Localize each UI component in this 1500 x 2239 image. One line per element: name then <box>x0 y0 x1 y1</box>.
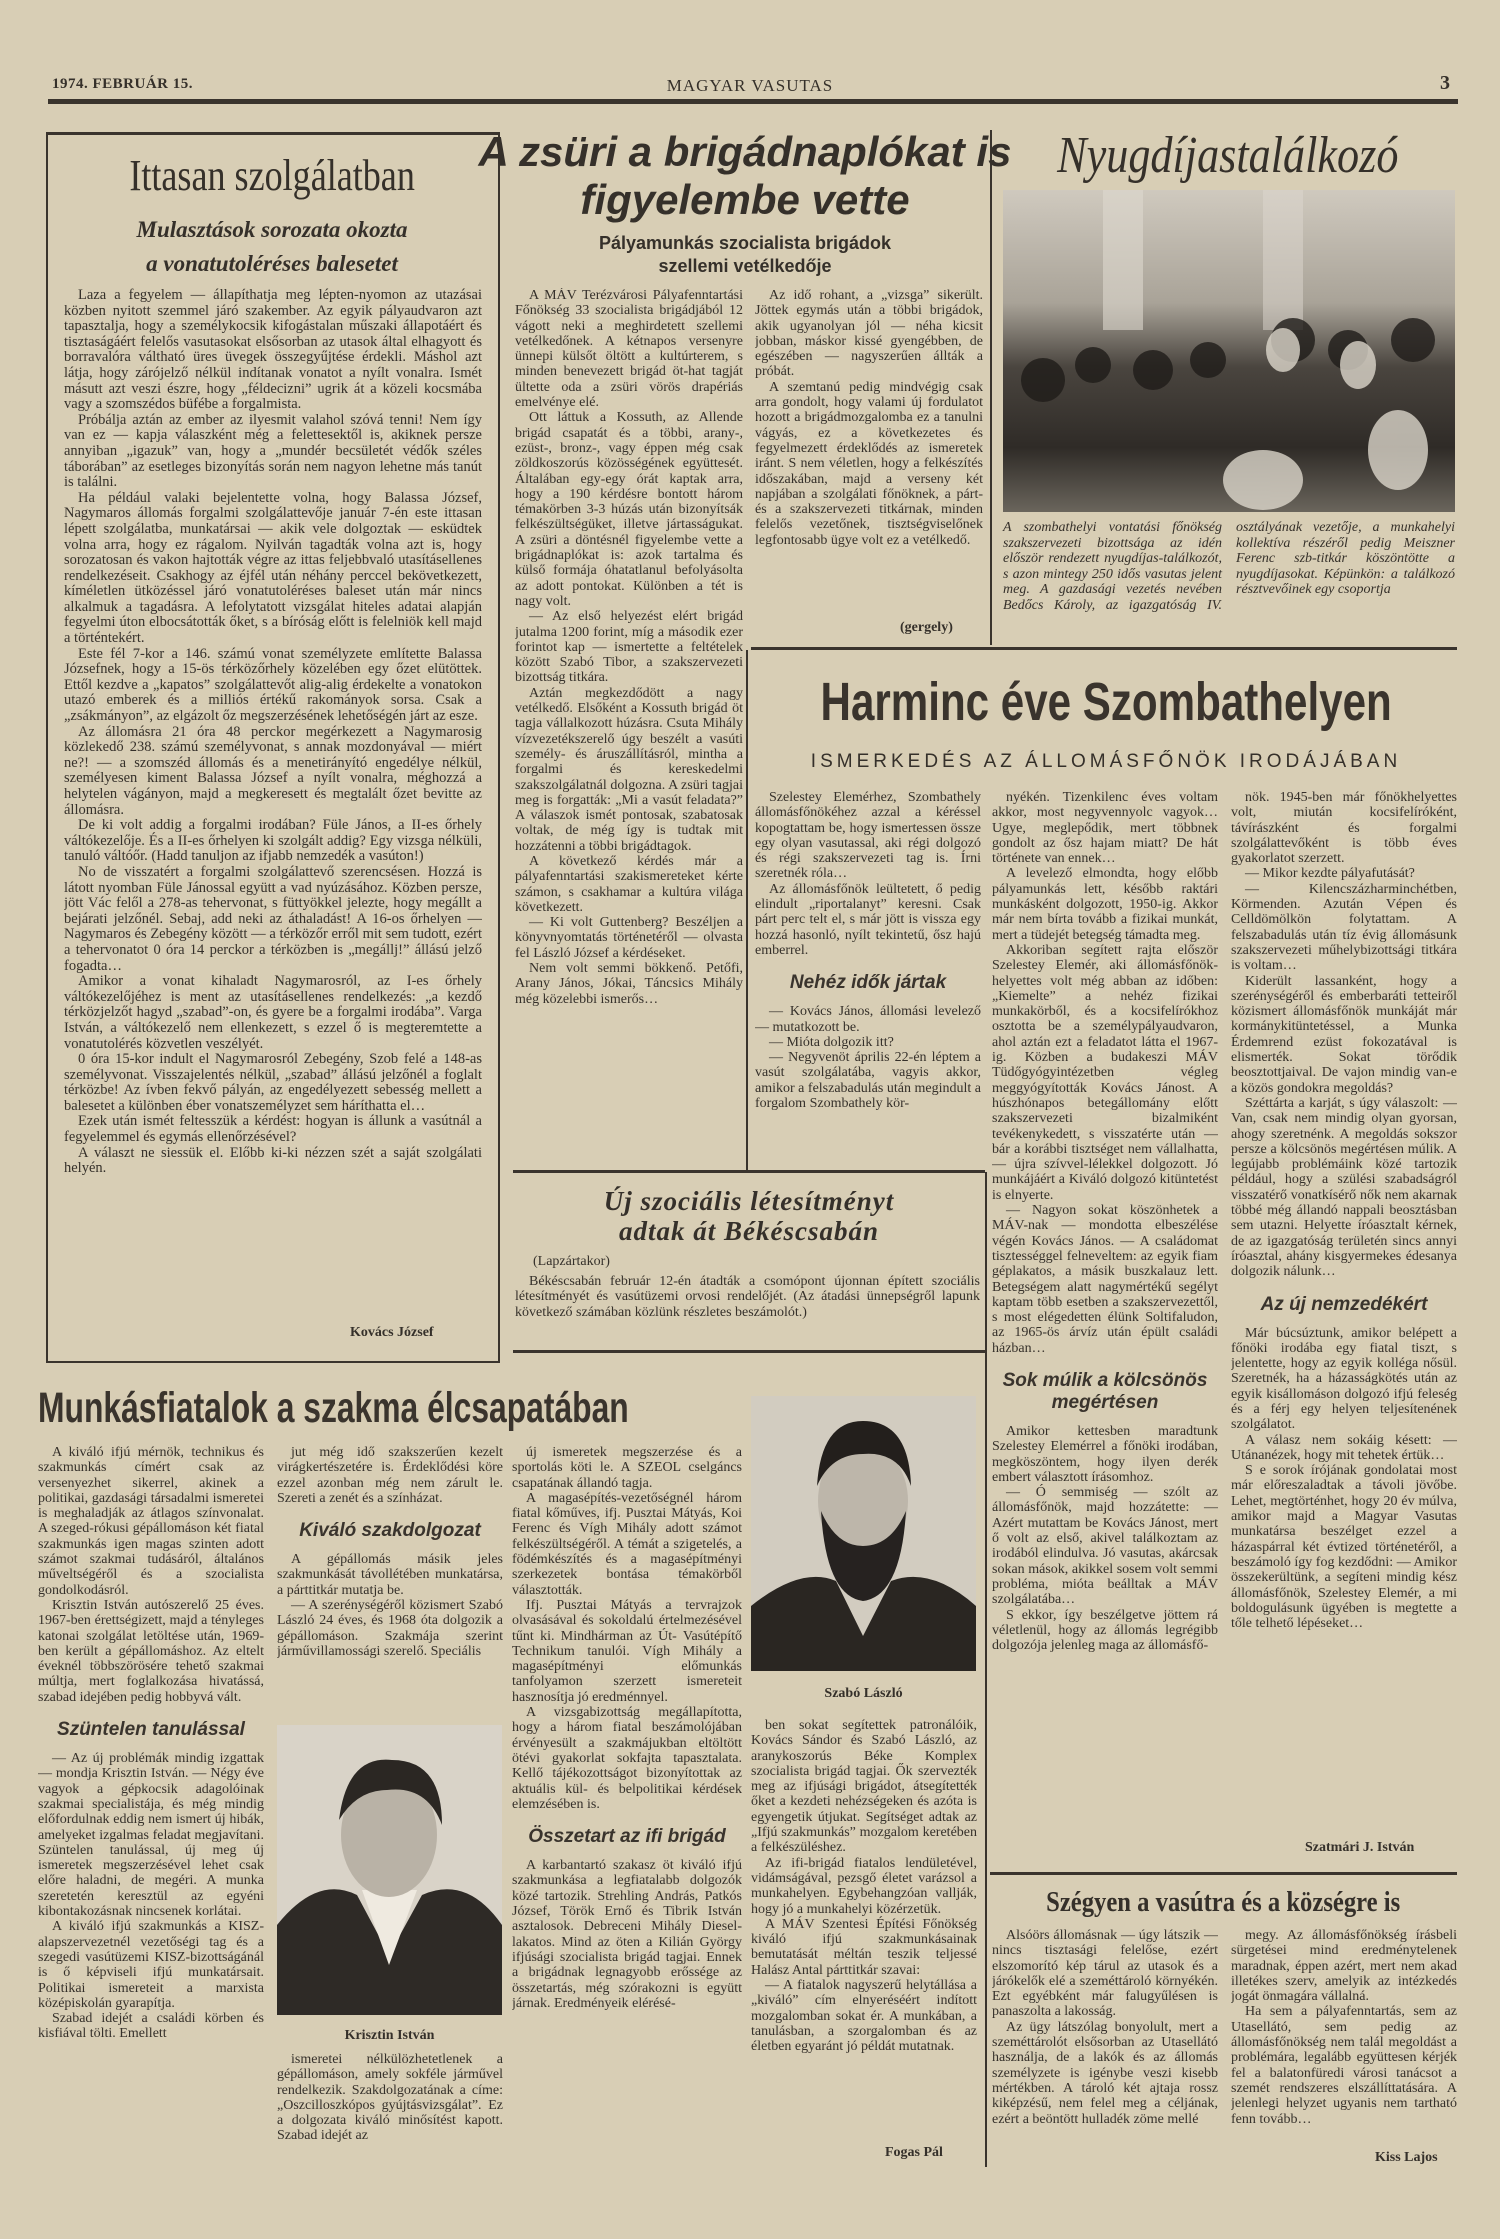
article-body-szegyen-col1 <box>992 1928 1218 2168</box>
paragraph: Az ügy látszólag bonyolult, mert a szeméttárolót elsősorban az Utasellátó használja, de a lakók és az állomás személyzete is igénybe veszi kisebb mértékben. A tároló két ajtaja rossz kiképzésű, nem felel meg a céljának, ezért a beöntött hulladék zöme mellé <box>992 2019 1218 2127</box>
paragraph: Alsóörs állomásnak — úgy látszik — nincs tisztasági felelőse, ezért elszomorító kép tárul az utasok és a járókelők elé a szeméttároló környékén. Ezt egyébként már falugyűlésen is panaszolta a lakosság. <box>992 1928 1218 2020</box>
article-lead: (Lapzártakor) <box>533 1254 610 1269</box>
photo-caption: Krisztin István <box>344 2028 435 2043</box>
paragraph: — Mikor kezdte pályafutását? <box>1245 866 1415 882</box>
page-number: 3 <box>1440 72 1451 94</box>
paragraph: Krisztin István autószerelő 25 éves. 1967-ben érettségizett, majd a tényleges katonai szolgálat letöltése után, 1969-ben került a gépállomáshoz. Az eltelt éveknél többszörösére tehető szakmai múltja, mert foglalkozása hivatássá, szabad idejében pedig hobbyvá vált. <box>38 1597 264 1705</box>
paragraph: Ha például valaki bejelentette volna, hogy Balassa József, Nagymaros állomás forgalmi szolgálattevője január 7-én este ittasan lépett szolgálatba, munkatársai — akik vele dolgoztak — esküdtek volna arra, hogy ez rágalom. Nyilván tagadták volna azt is, hogy sorozatosan és vakon hajtották végre az ittas feljebbvaló utasításellenes rendelkezéseit. Csakhogy az éjfél után néhány perccel bekövetkezett, kíméletlen ütközéssel járó vonatutoléréses baleset után már nincs alkalmuk a tagadásra. A lefolytatott vizsgálat hiteles adatai alapján fegyelmi úton elbocsátották őket, s a bíróság előtt is felelniök kell majd a történtekért. <box>64 489 482 647</box>
section-rule <box>513 1170 985 1173</box>
paragraph: Kiderült lassanként, hogy a szerénységéről és emberbaráti tetteiről közismert állomásfőnök munkáját már kormánykitüntetéssel, a Munka Érdemrend ezüst fokozatával is elismerték. Sokat törődik beosztottjaival. De vajon mindig van-e a közös gondokra megoldás? <box>1231 973 1457 1096</box>
paragraph: Az idő rohant, a „vizsga” sikerült. Jöttek egymás után a többi brigádok, akik ugyanolyan jól — néha kicsit jobban, máskor kissé gyengébben, de egészében — nagyszerűen állták a próbát. <box>755 288 983 380</box>
subtitle-line: szellemi vetélkedője <box>658 256 832 276</box>
paragraph: — Kovács János, állomási levelező — mutatkozott be. <box>755 1004 981 1035</box>
section-rule <box>513 1350 985 1353</box>
paragraph: A kiváló ifjú mérnök, technikus és szakmunkás címért csak az versenyezhet sikerrel, akinek a politikai, gazdasági társadalmi ismeretei is meghaladják az átlagos színvonalat. A szeged-rókusi gépállomáson két fiatal szakmunkás igen magas szinten adott számot szakmai tudásáról, általános műveltségéről és a szocialista gondolkodásról. <box>38 1445 264 1598</box>
article-body-munkas-col4 <box>751 1718 977 2138</box>
paragraph: — Mióta dolgozik itt? <box>769 1034 894 1050</box>
byline: Kiss Lajos <box>1375 2150 1438 2165</box>
paragraph: Az állomásfőnök leültetett, ő pedig elindult „riportalanyt” keresni. Csak párt perc telt el, s már jött is vissza egy hozzá hasonló, nyílt tekintetű, ősz hajú emberrel. <box>755 881 981 958</box>
paragraph: A következő kérdés már a pályafenntartási szakismereteket kérte számon, s csakhamar a kultúra világa következett. <box>515 853 743 915</box>
paragraph: A gépállomás másik jeles szakmunkását távollétében munkatársa, a párttitkár mutatja be. <box>277 1552 503 1598</box>
subtitle-line: a vonatutoléréses balesetet <box>146 251 398 276</box>
article-subtitle: ISMERKEDÉS AZ ÁLLOMÁSFŐNÖK IRODÁJÁBAN <box>810 751 1402 772</box>
title-line: adtak át Békéscsabán <box>619 1216 879 1246</box>
paragraph: Ott láttuk a Kossuth, az Allende brigád csapatát és a többi, arany-, ezüst-, bronz-, vagy éppen még csak zöldkoszorús közösségének együttesét. Általában egy-egy órát kaptak arra, hogy a 190 kérdésre bontott három témakörben 3-3 húzás után bizonyítsák felkészültségüket, illetve jártasságukat. A zsüri a döntésnél figyelembe vette a brigádnaplókat is: azok tartalma és külső formája óhatatlanul befolyásolta az adott pontokat. Különben a tét is nagy volt. <box>515 410 743 609</box>
section-subheading: Összetart az ifi brigád <box>528 1826 726 1848</box>
portrait-icon <box>751 1396 976 1671</box>
paragraph: A választ ne siessük el. Előbb ki-ki nézzen szét a saját szolgálati helyén. <box>64 1144 482 1177</box>
newspaper-name: MAGYAR VASUTAS <box>666 76 834 95</box>
paragraph: A MÁV Terézvárosi Pályafenntartási Főnökség 33 szocialista brigádjából 12 vágott neki a meghirdetett szellemi vetélkedőnek. A kétnapos versenyre ünnepi külsőt öltött a kultúrterem, s minden benevezett brigád öt-hat tagját ültette oda a zsüri vörös drapériás emelvénye elé. <box>515 288 743 411</box>
paragraph: Az ifi-brigád fiatalos lendületével, vidámságával, pezsgő életet varázsol a munkahelyen. Egybehangzóan vallják, hogy jó a munkahelyi közérzetük. <box>751 1855 977 1917</box>
article-title: Ittasan szolgálatban <box>129 151 415 200</box>
article-body-szegyen-col2 <box>1231 1928 1457 2148</box>
paragraph: Ezek után ismét feltesszük a kérdést: hogyan is állunk a vasútnál a fegyelemmel és egymás ellenőrzésével? <box>64 1113 482 1146</box>
title-line: A zsüri a brigádnaplókat is <box>478 128 1012 175</box>
article-body-szocialis <box>515 1274 980 1338</box>
article-body-harminc-col1 <box>755 790 981 1160</box>
issue-date: 1974. FEBRUÁR 15. <box>52 76 194 92</box>
paragraph: jut még idő szakszerűen kezelt virágkertészetére is. Érdeklődési köre ezzel azonban még nem zárult le. Szereti a zenét és a színházat. <box>277 1445 503 1506</box>
paragraph: A magasépítés-vezetőségnél három fiatal kőműves, ifj. Pusztai Mátyás, Koi Ferenc és Vígh Mihály adott számot felkészültségéről. A témát a szigetelés, a födémkészítés és a magasépítményi szerkezetek bontása témakörből választották. <box>512 1490 742 1598</box>
paragraph: Nem volt semmi bökkenő. Petőfi, Arany János, Jókai, Táncsics Mihály még közelebbi ismerős… <box>515 961 743 1007</box>
paragraph: megy. Az állomásfőnökség írásbeli sürgetései mind eredménytelenek maradnak, éppen azért, mert nem akad illetékes szerv, amelyik az intézkedés jogát önmagára vállalná. <box>1231 1928 1457 2005</box>
photo-caption: Szabó László <box>824 1686 903 1701</box>
article-title: Nyugdíjastalálkozó <box>1057 127 1399 184</box>
paragraph: nyékén. Tizenkilenc éves voltam akkor, most negyvennyolc vagyok… Ugye, meglepődik, mert többnek gondolt az ősz hajam miatt? De hát története van ennek… <box>992 790 1218 867</box>
photo-caption: A szombathelyi vontatási főnökség szakszervezeti bizottsága az idén először rendezett nyugdíjas-találkozót, s azon mintegy 250 idős vasutas jelent meg. A gazdasági vezetés nevében Bedőcs Károly, az igazgatóság IV. osztályának vezetője, a munkahelyi kollektíva részéről pedig Meiszner Ferenc szb-titkár köszöntötte a nyugdíjasokat. Képünkön: a találkozó résztvevőinek egy csoportja <box>1003 520 1455 613</box>
paragraph: S ekkor, így beszélgetve jöttem rá véletlenül, hogy az állomás legrégibb dolgozója jelenleg maga az állomásfő- <box>992 1607 1218 1654</box>
paragraph: Aztán megkezdődött a nagy vetélkedő. Elsőként a Kossuth brigád öt tagja vállalkozott húzásra. Csuta Mihály vízvezetékszerelő úgy beszélt a vasúti személy- és áruszállításról, mintha a forgalmi és kereskedelmi szakszolgálatnál dolgozna. A zsüri tagjai meg is forgatták: „Mi a vasút feladata?” A válaszok ismét pontosak, szabatosak voltak, de még így is tudtak mit hozzátenni a többi brigádtagok. <box>515 685 743 854</box>
section-subheading: Nehéz idők jártak <box>789 972 947 994</box>
byline: Szatmári J. István <box>1305 1840 1415 1855</box>
article-body-munkas-col2-top <box>277 1445 503 1720</box>
paragraph: Amikor a vonat kihaladt Nagymarosról, az I-es őrhely váltókezelőjéhez is ment az utasításellenes rendelkezés: „a kezdő térközjelzőt hagyd „szabad”-on, és gyere be a forgalmi irodába”. Varga István, a váltókezelő nem ellenkezett, s ezzel ő is megteremtette a vonatutolérés közvetlen veszélyét. <box>64 973 482 1052</box>
subtitle-line: Pályamunkás szocialista brigádok <box>598 233 892 253</box>
article-title-wrap <box>823 1886 1500 1920</box>
article-subtitle-wrap <box>706 750 1500 774</box>
paragraph: Békéscsabán február 12-én átadták a csomópont újonnan épített szociális létesítményét és vasútüzemi orvosi rendelőjét. (Az átadási ünnepségről lapunk következő számában közlünk részletes beszámolót.) <box>515 1274 980 1320</box>
paragraph: Széttárta a karját, s úgy válaszolt: — Van, csak nem mindig olyan gyorsan, ahogy szeretnénk. A megoldás sokszor persze a kölcsönös megértésen múlik. A legújabb problémáink közé tartozik például, hogy a szülési szabadságról visszatérő vonatkísérő nők nem akarnak többé még állandó nappali beosztásban sem utazni. Helyette íróasztalt kérnek, de az igazgatóság területén sincs annyi íróasztal, ahány kisgyermekes édesanya dolgozik nálunk… <box>1231 1095 1457 1280</box>
article-body-munkas-col1 <box>38 1445 264 2167</box>
article-title-wrap <box>706 672 1500 732</box>
paragraph: — A szerénységéről közismert Szabó László 24 éves, és 1968 óta dolgozik a gépállomáson. Szakmája szerint járművillamossági szerelő. Speciális <box>277 1598 503 1659</box>
paragraph: Próbálja aztán az ember az ilyesmit valahol szóvá tenni! Nem így van ez — kapja válaszként még a felettesektől is, akiknek persze annyiban „igazuk” van, hogy a „mundér becsületét védők széles táborában” az esetleges bizonyítás során nem nagyon lehetne más tanút is találni. <box>64 411 482 491</box>
photo-szabo-laszlo <box>751 1396 976 1671</box>
paragraph: No de visszatért a forgalmi szolgálattevő szerencsésen. Hozzá is látott nyomban Füle Jánossal együtt a vad nyúzásához. Közben persze, jött Vác felől a 278-as tehervonat, s füttyökkel jelezte, hogy megállt a bejárati jelzőnél. Sebaj, add neki az áthaladást! A 16-os őrhelyen — Nagymaros és Zebegény között — a térközőr erről mit sem tudott, ezért a tehervonatot 0 óra 14 perckor a térközben is „megállj!” állású jelző fogadta… <box>64 863 482 974</box>
paragraph: Ifj. Pusztai Mátyás a tervrajzok olvasásával és sokoldalú értelmezésével tűnt ki. Mindhárman az Út- Vasútépítő Technikum tanulói. Vígh Mihály a magasépítményi előmunkás tanfolyamon szerzett ismereteit hasznosítja jó eredménnyel. <box>512 1597 742 1705</box>
crowd-photo-icon <box>1003 190 1455 512</box>
paragraph: Laza a fegyelem — állapíthatja meg lépten-nyomon az utazásai közben nyitott szemmel járó szakember. Az egyik pályaudvaron azt tapasztalja, hogy a személykocsik kifogástalan műszaki állapotáért és tisztaságáért felelős vasutasokat elsősorban az utasok által elhagyott és borravalóra váltható üres üvegek összegyűjtése érdekli. Máshol azt látja, hogy zárójelző nélkül indítanak vonatot a nyílt vonalra. Ismét másutt azt veszi észre, hogy „féldecizni” ugrik át a közeli kocsmába vagy a szomszédos büfébe a forgalmista. <box>64 288 482 413</box>
title-line: Új szociális létesítményt <box>603 1186 895 1216</box>
paragraph: új ismeretek megszerzése és a sportolás köti le. A SZEOL cselgáncs csapatának állandó tagja. <box>512 1445 742 1491</box>
section-rule <box>751 647 1457 650</box>
masthead-rule <box>48 99 1458 104</box>
paragraph: A vizsgabizottság megállapította, hogy a három fiatal beszámolójában érvényesült a szakmájukban eltöltött ötévi gyakorlat sokfajta tapasztalata. Kellő tájékozottságot bizonyítottak az aktuális kül- és belpolitikai kérdések elemzésében is. <box>512 1705 742 1812</box>
paragraph: A karbantartó szakasz öt kiváló ifjú szakmunkása a legfiatalabb dolgozók közé tartozik. Strehling András, Patkós József, Török Ernő és Tibrik István asztalosok. Debreceni Mihály Diesel-lakatos. Mind az öten a Kilián György ifjúsági szocialista brigád tagjai. Ennek a brigádnak legnagyobb erőssége az összetartás, még szórakozni is együtt járnak. Eredményeik elérésé- <box>512 1858 742 2011</box>
column-divider <box>985 1172 987 2167</box>
photo-retirees-meeting <box>1003 190 1455 512</box>
paragraph: — Ki volt Guttenberg? Beszéljen a könyvnyomtatás történetéről — olvasta fel László József a kérdéseket. <box>515 915 743 961</box>
paragraph: 0 óra 15-kor indult el Nagymarosról Zebegény, Szob felé a 148-as személyvonat. Visszajelentés nélkül, „szabad” állású jelzőnél a foglalt térközbe! Az ívben fekvő pályán, az engedélyezett sebesség mellett a balesetet a különben éber vonatszemélyzet sem háríthatta el… <box>64 1051 482 1114</box>
paragraph: Ha sem a pályafenntartás, sem az Utasellátó, sem pedig az állomásfőnökség nem talál megoldást a problémára, legalább együttesen kérjék fel a balatonfüredi városi tanácsot a szemét rendszeres elszállíttatására. A jelenlegi helyzet ugyanis nem tartható fenn tovább… <box>1231 2004 1457 2127</box>
paragraph: ben sokat segítettek patronálóik, Kovács Sándor és Szabó László, az aranykoszorús Béke Komplex szocialista brigád tagjai. Ők szervezték meg az ifjúsági brigádot, átsegítették őket a kezdeti nehézségeken és azóta is egyengetik útjukat. Segítséget adtak az „Ifjú szakmunkás” mozgalom keretében a felkészüléshez. <box>751 1718 977 1856</box>
article-title: Harminc éve Szombathelyen <box>820 672 1392 732</box>
byline: (gergely) <box>900 620 953 635</box>
article-title: Munkásfiatalok a szakma élcsapatában <box>38 1384 629 1432</box>
paragraph: Az állomásra 21 óra 48 perckor megérkezett a Nagymarosig közlekedő 238. számú személyvonat, s annak mozdonyával — miért ne?! — a szomszéd állomás és a menetirányító engedélye nélkül, személyesen kiment Balassa József a nyílt vonalra, méghozzá a helytelen vágányon, majd a megkeresett és megtalált őzet bevitte az állomásra. <box>64 723 482 818</box>
paragraph: — Ó semmiség — szólt az állomásfőnök, majd hozzátette: — Azért mutattam be Kovács Jánost, mert ő volt az első, akivel találkoztam az irodából elindulva. Jó vasutas, akárcsak sokan mások, akikkel sosem volt semmi probléma, mióta beálltak a MÁV szolgálatába… <box>992 1485 1218 1608</box>
section-subheading: Szüntelen tanulással <box>57 1719 245 1741</box>
paragraph: nök. 1945-ben már főnökhelyettes volt, miután kocsifelíróként, távírászként és forgalmi szolgálattevőként is több éves gyakorlatot szerzett. <box>1231 790 1457 867</box>
photo-krisztin-istvan <box>277 1725 502 2015</box>
paragraph: A MÁV Szentesi Építési Főnökség kiváló ifjú szakmunkásainak bemutatását méltán teszik teljessé Halász Antal párttitkár szavai: <box>751 1916 977 1978</box>
article-body-harminc-col3 <box>1231 790 1457 1835</box>
article-title-wrap <box>828 128 1500 184</box>
paragraph: — Nagyon sokat köszönhetek a MÁV-nak — mondotta elbeszélése végén Kovács János. — A családomat tisztességgel felneveltem: az egyik fiam géplakatos, a másik buszkalauz lett. Betegségem alatt nagymértékű segélyt kaptam több esetben a szakszervezettől, s most elégedetten élünk Soltifaludon, az 1965-ös árvíz után épült családi házban… <box>992 1203 1218 1356</box>
article-body-munkas-col2-bottom <box>277 2052 503 2167</box>
section-subheading: Sok múlik a kölcsönös megértésen <box>1002 1369 1208 1413</box>
paragraph: — Kilencszázharminchétben, Körmenden. Azután Vépen és Celldömölkön folytattam. A felszabadulás után tíz évig állomásunk szakszervezeti műhelybizottsági titkára is voltam… <box>1231 881 1457 974</box>
paragraph: — A fiatalok nagyszerű helytállása a „kiváló” cím elnyeréséért indított mozgalomban sokat ér. A munkában, a tanulásban, a szorgalomban és az életben egyaránt jó példát mutatnak. <box>751 1978 977 2055</box>
paragraph: S e sorok írójának gondolatai most már előreszaladtak a távoli jövőbe. Lehet, megtörténhet, hogy 20 év múlva, amikor majd a Magyar Vasutas munkatársa beszélget ezzel a házaspárral két évtized történetéről, a beszámoló így fog kezdődni: — Amikor összekerültünk, a segíteni mindig kész állomásfőnök, Szelestey Elemér, a mi boldogulásunk ügyében is megtette a tőle telhető lépéseket… <box>1231 1463 1457 1632</box>
article-title: Szégyen a vasútra és a községre is <box>1045 1887 1401 1918</box>
title-line: figyelembe vette <box>580 176 910 223</box>
byline: Fogas Pál <box>885 2145 943 2160</box>
paragraph: Szelestey Elemérhez, Szombathely állomásfőnökéhez azzal a kéréssel kopogtattam be, hogy ismertessen össze egy olyan vasutassal, aki régi dolgozó és régi szakszervezeti tag is. Írni szeretnék róla… <box>755 790 981 882</box>
paragraph: A kiváló ifjú szakmunkás a KISZ-alapszervezetnél vezetőségi tag és a szegedi vasútüzemi KISZ-bizottságánál is ő képviseli ifjú munkatársait. Politikai ismereteit a marxista középiskolán gyarapítja. <box>38 1919 264 2011</box>
article-body-ittasan <box>64 288 482 1312</box>
paragraph: Szabad idejét a családi körben és kisfiával tölti. Emellett <box>38 2011 264 2042</box>
article-body-munkas-col3 <box>512 1445 742 2167</box>
section-rule <box>990 1872 1457 1875</box>
paragraph: A válasz nem sokáig késett: — Utánanézek, hogy mit tehetek értük… <box>1231 1432 1457 1463</box>
section-subheading: Kiváló szakdolgozat <box>299 1520 481 1542</box>
paragraph: — Negyvenöt április 22-én léptem a vasút szolgálatába, vagyis akkor, amikor a felszabadulás után megindult a forgalom Szombathely kör- <box>755 1050 981 1112</box>
paragraph: Akkoriban segített rajta először Szelestey Elemér, aki állomásfőnök-helyettes volt még abban az időben: „Kiemelte” a nehéz fizikai munkakörből, és a kocsifelírókhoz osztotta be a személypályaudvaron, ahol aztán ezt a feladatot látta el 1967-ig. Közben a budakeszi MÁV Tüdőgyógyintézetben végleg meggyógyították Kovács Jánost. A húszhónapos betegállomány előtt szakszervezeti bizalmiként tevékenykedett, s visszatérte után — bár a korábbi tisztséget nem vállalhatta, — újra szívvel-lélekkel dolgozott. Jó munkájáért a Kiváló dolgozó kitüntetést is elnyerte. <box>992 942 1218 1203</box>
paragraph: De ki volt addig a forgalmi irodában? Füle János, a II-es őrhely váltókezelője. És a II-es őrhelyen ki szolgált addig? Egy vizsga nélküli, tanuló váltóőr. (Hadd tanuljon az ifjabb nemzedék a vasúton!) <box>64 817 482 865</box>
paragraph: ismeretei nélkülözhetetlenek a gépállomáson, amely sokféle járművel rendelkezik. Szakdolgozatának a címe: „Oszcilloszkópos gyújtásvizsgálat”. Ez a dolgozata kiváló minősítést kapott. Szabad idejét az <box>277 2052 503 2144</box>
article-title <box>349 1186 1149 1246</box>
paragraph: A szemtanú pedig mindvégig csak arra gondolt, hogy valami új fordulatot hozott a brigádmozgalomba ez a tanulni vágyás, ez a következetes és fegyelmezett érdeklődés az ismeretek iránt. S nem véletlen, hogy a felkészítés időszakában, majd a verseny két napjában a szolgálati főnöknek, a párt- és a szakszervezeti titkárnak, minden felelős vezetőnek, tisztségviselőnek legfontosabb ügye volt ez a vetélkedő. <box>755 379 983 548</box>
paragraph: Amikor kettesben maradtunk Szelestey Elemérrel a főnöki irodában, megköszöntem, hogy ilyen derék embert választott írásomhoz. <box>992 1423 1218 1485</box>
section-subheading: Az új nemzedékért <box>1260 1293 1428 1315</box>
portrait-icon <box>277 1725 502 2015</box>
subtitle-line: Mulasztások sorozata okozta <box>136 217 408 242</box>
article-body-harminc-col2 <box>992 790 1218 1865</box>
paragraph: — Az első helyezést elért brigád jutalma 1200 forint, míg a második ezer forintot kap — ismertette a feltételek között Szabó Tibor, a szakszervezeti bizottság titkára. <box>515 609 743 686</box>
paragraph: — Az új problémák mindig izgattak — mondja Krisztin István. — Négy éve vagyok a gépkocsik adagolóinak szakmai specialistája, és még mindig előfordulnak eddig nem ismert új hibák, amelyeket izgalmas feladat megjavítani. Szüntelen tanulással, új meg új ismeretek megszerzésével lehet csak előre haladni, de megéri. A munka szeretetén keresztül az egyéni kibontakozásnak nincsenek korlátai. <box>38 1751 264 1920</box>
paragraph: A levelező elmondta, hogy előbb pályamunkás lett, később raktári munkásként dolgozott, 1950-ig. Akkor már nem bírta tovább a fizikai munkát, mert a tüdejét betegség támadta meg. <box>992 866 1218 943</box>
paragraph: Már búcsúztunk, amikor belépett a főnöki irodába egy fiatal tiszt, s jelentette, hogy az egyik kolléga nősül. Szeretnék, ha a házasságkötés után az egyik kisállomáson dolgozó ifjú feleség és a férj egy helyen teljesítenének szolgálatot. <box>1231 1325 1457 1433</box>
paragraph: Este fél 7-kor a 146. számú vonat személyzete említette Balassa Józsefnek, hogy a 15-ös térközőrhely közelében egy őzet elütöttek. Ettől kezdve a „kapatos” szolgálattevőt alig-alig érdekelte a vonatokon utazó emberek és a milliós értékű rakományok sorsa. Csak a „zsákmányon”, az elgázolt őz megszerzésének lehetőségén járt az esze. <box>64 645 482 725</box>
byline: Kovács József <box>350 1325 434 1340</box>
article-body-zsuri-col2 <box>755 288 983 613</box>
